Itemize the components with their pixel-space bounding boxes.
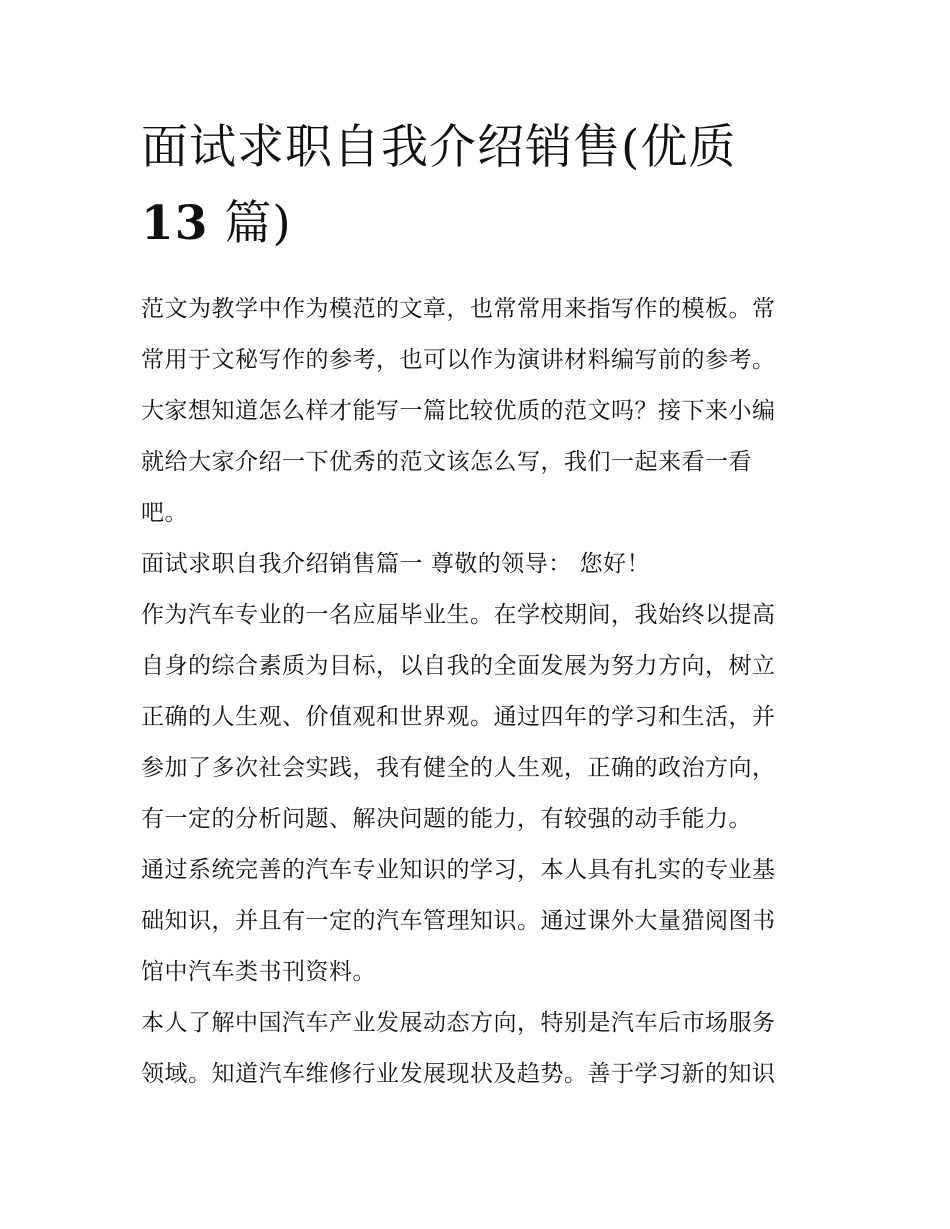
paragraph-line: 通过系统完善的汽车专业知识的学习，本人具有扎实的专业基 — [141, 857, 776, 883]
body-paragraph-1 — [141, 590, 813, 845]
title-number: 13 — [141, 196, 209, 251]
title-line-2: 篇) — [224, 196, 292, 251]
paragraph-line: 参加了多次社会实践，我有健全的人生观，正确的政治方向， — [141, 755, 776, 781]
body-paragraph-2 — [141, 845, 813, 998]
intro-line: 范文为教学中作为模范的文章，也常常用来指写作的模板。常 — [141, 296, 776, 322]
paragraph-line: 有一定的分析问题、解决问题的能力，有较强的动手能力。 — [141, 806, 752, 832]
intro-line: 常用于文秘写作的参考，也可以作为演讲材料编写前的参考。 — [141, 347, 776, 373]
body-paragraph-3 — [141, 998, 813, 1100]
document-title — [141, 110, 813, 262]
intro-line: 就给大家介绍一下优秀的范文该怎么写，我们一起来看一看 — [141, 449, 752, 475]
title-line-1: 面试求职自我介绍销售(优质 — [141, 120, 737, 175]
paragraph-line: 馆中汽车类书刊资料。 — [141, 959, 376, 985]
document-page — [141, 110, 813, 1100]
paragraph-line: 作为汽车专业的一名应届毕业生。在学校期间，我始终以提高 — [141, 602, 776, 628]
paragraph-line: 自身的综合素质为目标，以自我的全面发展为努力方向，树立 — [141, 653, 776, 679]
section-heading: 面试求职自我介绍销售篇一 尊敬的领导： 您好！ — [141, 551, 651, 577]
intro-line: 吧。 — [141, 500, 188, 526]
paragraph-line: 本人了解中国汽车产业发展动态方向，特别是汽车后市场服务 — [141, 1010, 776, 1036]
intro-paragraph — [141, 284, 813, 539]
intro-line: 大家想知道怎么样才能写一篇比较优质的范文吗？接下来小编 — [141, 398, 776, 424]
paragraph-line: 领域。知道汽车维修行业发展现状及趋势。善于学习新的知识 — [141, 1061, 776, 1087]
paragraph-line: 础知识，并且有一定的汽车管理知识。通过课外大量猎阅图书 — [141, 908, 776, 934]
paragraph-line: 正确的人生观、价值观和世界观。通过四年的学习和生活，并 — [141, 704, 776, 730]
